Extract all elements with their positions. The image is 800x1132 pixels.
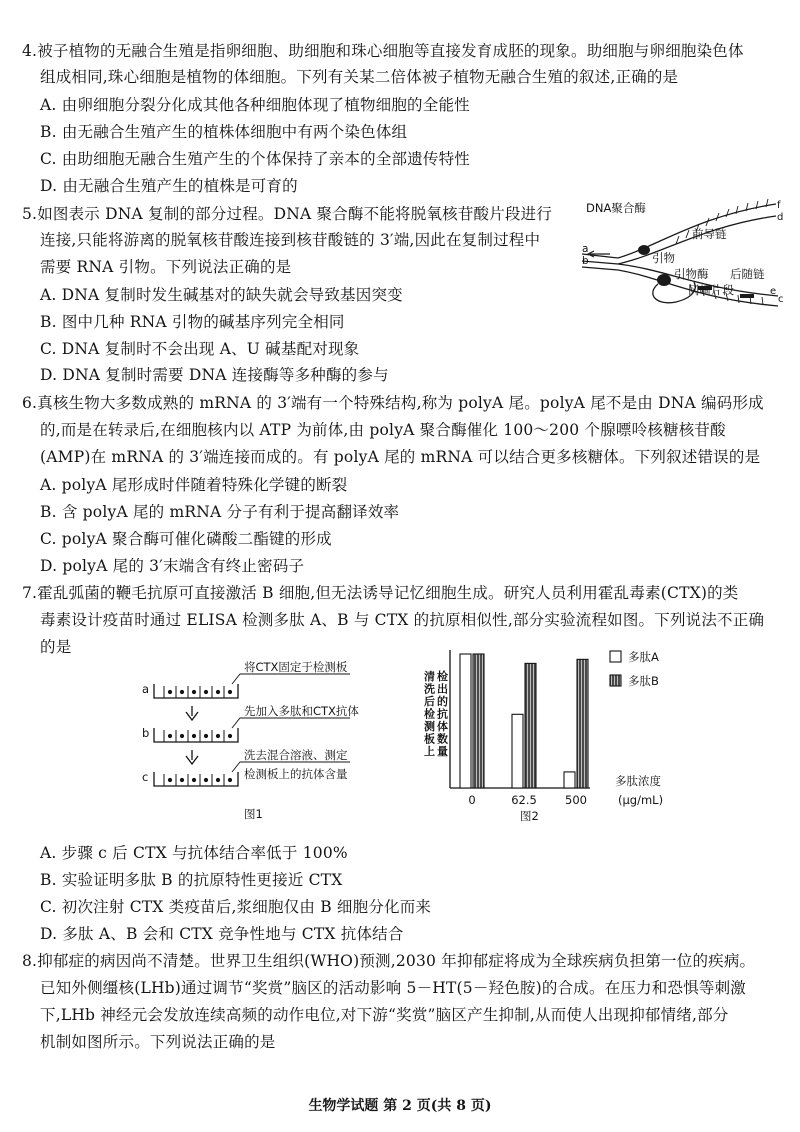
primer-segment xyxy=(740,294,754,298)
y-axis-label: 清洗后检测板上检出的抗体数量 xyxy=(424,670,448,758)
bar-peptide-a-0 xyxy=(460,654,471,788)
q8-stem-line4: 机制如图所示。下列说法正确的是 xyxy=(40,1033,276,1051)
q5-option-b: B. 图中几种 RNA 引物的碱基序列完全相同 xyxy=(40,313,345,331)
dna-replication-diagram xyxy=(580,198,785,310)
q4-stem-line2: 组成相同,珠心细胞是植物的体细胞。下列有关某二倍体被子植物无融合生殖的叙述,正确的是 xyxy=(40,68,679,86)
q5-stem-line1: 5.如图表示 DNA 复制的部分过程。DNA 聚合酶不能将脱氧核苷酸片段进行 xyxy=(22,205,553,223)
step-a-letter: a xyxy=(142,682,150,696)
q4-option-d: D. 由无融合生殖产生的植株是可育的 xyxy=(40,177,298,195)
legend-swatch-b xyxy=(610,675,621,686)
bar-peptide-b-500 xyxy=(577,659,588,788)
dna-polymerase-shape xyxy=(638,245,650,255)
q4-stem-line1: 4.被子植物的无融合生殖是指卵细胞、助细胞和珠心细胞等直接发育成胚的现象。助细胞与卵细胞染色体 xyxy=(22,42,744,60)
label-f: f xyxy=(777,200,781,211)
label-leading-strand: 前导链 xyxy=(692,227,727,241)
q8-stem-line1: 8.抑郁症的病因尚不清楚。世界卫生组织(WHO)预测,2030 年抑郁症将成为全球疾病负担第一位的疾病。 xyxy=(22,952,756,970)
q7-stem-line3: 的是 xyxy=(40,638,72,656)
label-primase: 引物酶 xyxy=(674,267,709,281)
label-lagging-strand: 后随链 xyxy=(730,267,765,281)
step-c-text2: 检测板上的抗体含量 xyxy=(244,767,348,781)
step-a-text: 将CTX固定于检测板 xyxy=(244,660,348,674)
legend xyxy=(610,650,659,688)
q7-option-a: A. 步骤 c 后 CTX 与抗体结合率低于 100% xyxy=(40,844,348,862)
q5-stem-line2: 连接,只能将游离的脱氧核苷酸连接到核苷酸链的 3′端,因此在复制过程中 xyxy=(40,231,541,249)
q8-stem-line3: 下,LHb 神经元会发放连续高频的动作电位,对下游“奖赏”脑区产生抑制,从而使人出现抑郁情绪,部分 xyxy=(40,1006,729,1024)
label-dna-polymerase: DNA聚合酶 xyxy=(586,201,646,215)
q6-option-d: D. polyA 尾的 3′末端含有终止密码子 xyxy=(40,557,305,575)
q7-option-d: D. 多肽 A、B 会和 CTX 竞争性地与 CTX 抗体结合 xyxy=(40,925,404,943)
label-a: a xyxy=(582,243,589,255)
label-e: e xyxy=(770,286,777,297)
x-axis-unit: (μg/mL) xyxy=(618,793,664,807)
figure1-elisa-procedure xyxy=(140,660,380,826)
step-c-text1: 洗去混合溶液、测定 xyxy=(244,748,348,762)
page-footer: 生物学试题 第 2 页(共 8 页) xyxy=(308,1098,492,1114)
q4-option-b: B. 由无融合生殖产生的植株体细胞中有两个染色体组 xyxy=(40,123,408,141)
step-c-letter: c xyxy=(142,770,149,784)
q5-stem-line3: 需要 RNA 引物。下列说法正确的是 xyxy=(40,258,292,276)
q5-option-a: A. DNA 复制时发生碱基对的缺失就会导致基因突变 xyxy=(40,286,403,304)
step-b-letter: b xyxy=(142,726,150,740)
x-tick-label: 500 xyxy=(565,793,587,807)
q5-option-c: C. DNA 复制时不会出现 A、U 碱基配对现象 xyxy=(40,340,360,358)
legend-swatch-a xyxy=(610,651,621,662)
q6-stem-line1: 6.真核生物大多数成熟的 mRNA 的 3′端有一个特殊结构,称为 polyA 尾。polyA 尾不是由 DNA 编码形成 xyxy=(22,394,764,412)
x-tick-label: 0 xyxy=(468,793,476,807)
bars-group xyxy=(460,654,588,788)
q7-stem-line1: 7.霍乱弧菌的鞭毛抗原可直接激活 B 细胞,但无法诱导记忆细胞生成。研究人员利用霍乱毒素(CTX)的类 xyxy=(22,584,739,602)
x-tick-label: 62.5 xyxy=(511,793,537,807)
label-b: b xyxy=(582,255,589,267)
figure2-caption: 图2 xyxy=(520,809,539,823)
q6-option-c: C. polyA 聚合酶可催化磷酸二酯键的形成 xyxy=(40,530,332,548)
plate-a xyxy=(154,684,238,698)
q8-stem-line2: 已知外侧缰核(LHb)通过调节“奖赏”脑区的活动影响 5－HT(5－羟色胺)的合成。在压力和恐惧等刺激 xyxy=(40,979,746,997)
bar-peptide-b-0 xyxy=(473,654,484,788)
primase-shape xyxy=(657,274,671,286)
plate-b xyxy=(154,728,238,742)
plate-c xyxy=(154,772,238,786)
label-okazaki-fragment: 冈崎片段 xyxy=(688,283,734,297)
q7-option-b: B. 实验证明多肽 B 的抗原特性更接近 CTX xyxy=(40,871,343,889)
step-b-text: 先加入多肽和CTX抗体 xyxy=(244,704,359,718)
q4-option-c: C. 由助细胞无融合生殖产生的个体保持了亲本的全部遗传特性 xyxy=(40,150,470,168)
q4-option-a: A. 由卵细胞分裂分化成其他各种细胞体现了植物细胞的全能性 xyxy=(40,96,470,114)
figure2-bar-chart xyxy=(410,648,710,826)
bar-peptide-b-62.5 xyxy=(525,663,536,788)
q6-option-b: B. 含 polyA 尾的 mRNA 分子有利于提高翻译效率 xyxy=(40,503,400,521)
legend-label-a: 多肽A xyxy=(628,650,659,664)
q6-stem-line3: (AMP)在 mRNA 的 3′端连接而成的。有 polyA 尾的 mRNA 可以结合更多核糖体。下列叙述错误的是 xyxy=(40,448,761,466)
x-ticks-group xyxy=(468,793,587,807)
q6-stem-line2: 的,而是在转录后,在细胞核内以 ATP 为前体,由 polyA 聚合酶催化 100～200 个腺嘌呤核糖核苷酸 xyxy=(40,421,726,439)
bar-peptide-a-500 xyxy=(564,772,575,788)
q6-option-a: A. polyA 尾形成时伴随着特殊化学键的断裂 xyxy=(40,476,348,494)
legend-label-b: 多肽B xyxy=(628,674,659,688)
figure1-caption: 图1 xyxy=(244,807,263,821)
label-d: d xyxy=(777,212,784,223)
q7-option-c: C. 初次注射 CTX 类疫苗后,浆细胞仅由 B 细胞分化而来 xyxy=(40,898,432,916)
q5-option-d: D. DNA 复制时需要 DNA 连接酶等多种酶的参与 xyxy=(40,366,389,384)
bar-peptide-a-62.5 xyxy=(512,714,523,788)
label-primer: 引物 xyxy=(652,251,675,265)
label-c: c xyxy=(778,294,784,305)
x-axis-label: 多肽浓度 xyxy=(615,774,661,788)
q7-stem-line2: 毒素设计疫苗时通过 ELISA 检测多肽 A、B 与 CTX 的抗原相似性,部分实验流程如图。下列说法不正确 xyxy=(40,611,765,629)
